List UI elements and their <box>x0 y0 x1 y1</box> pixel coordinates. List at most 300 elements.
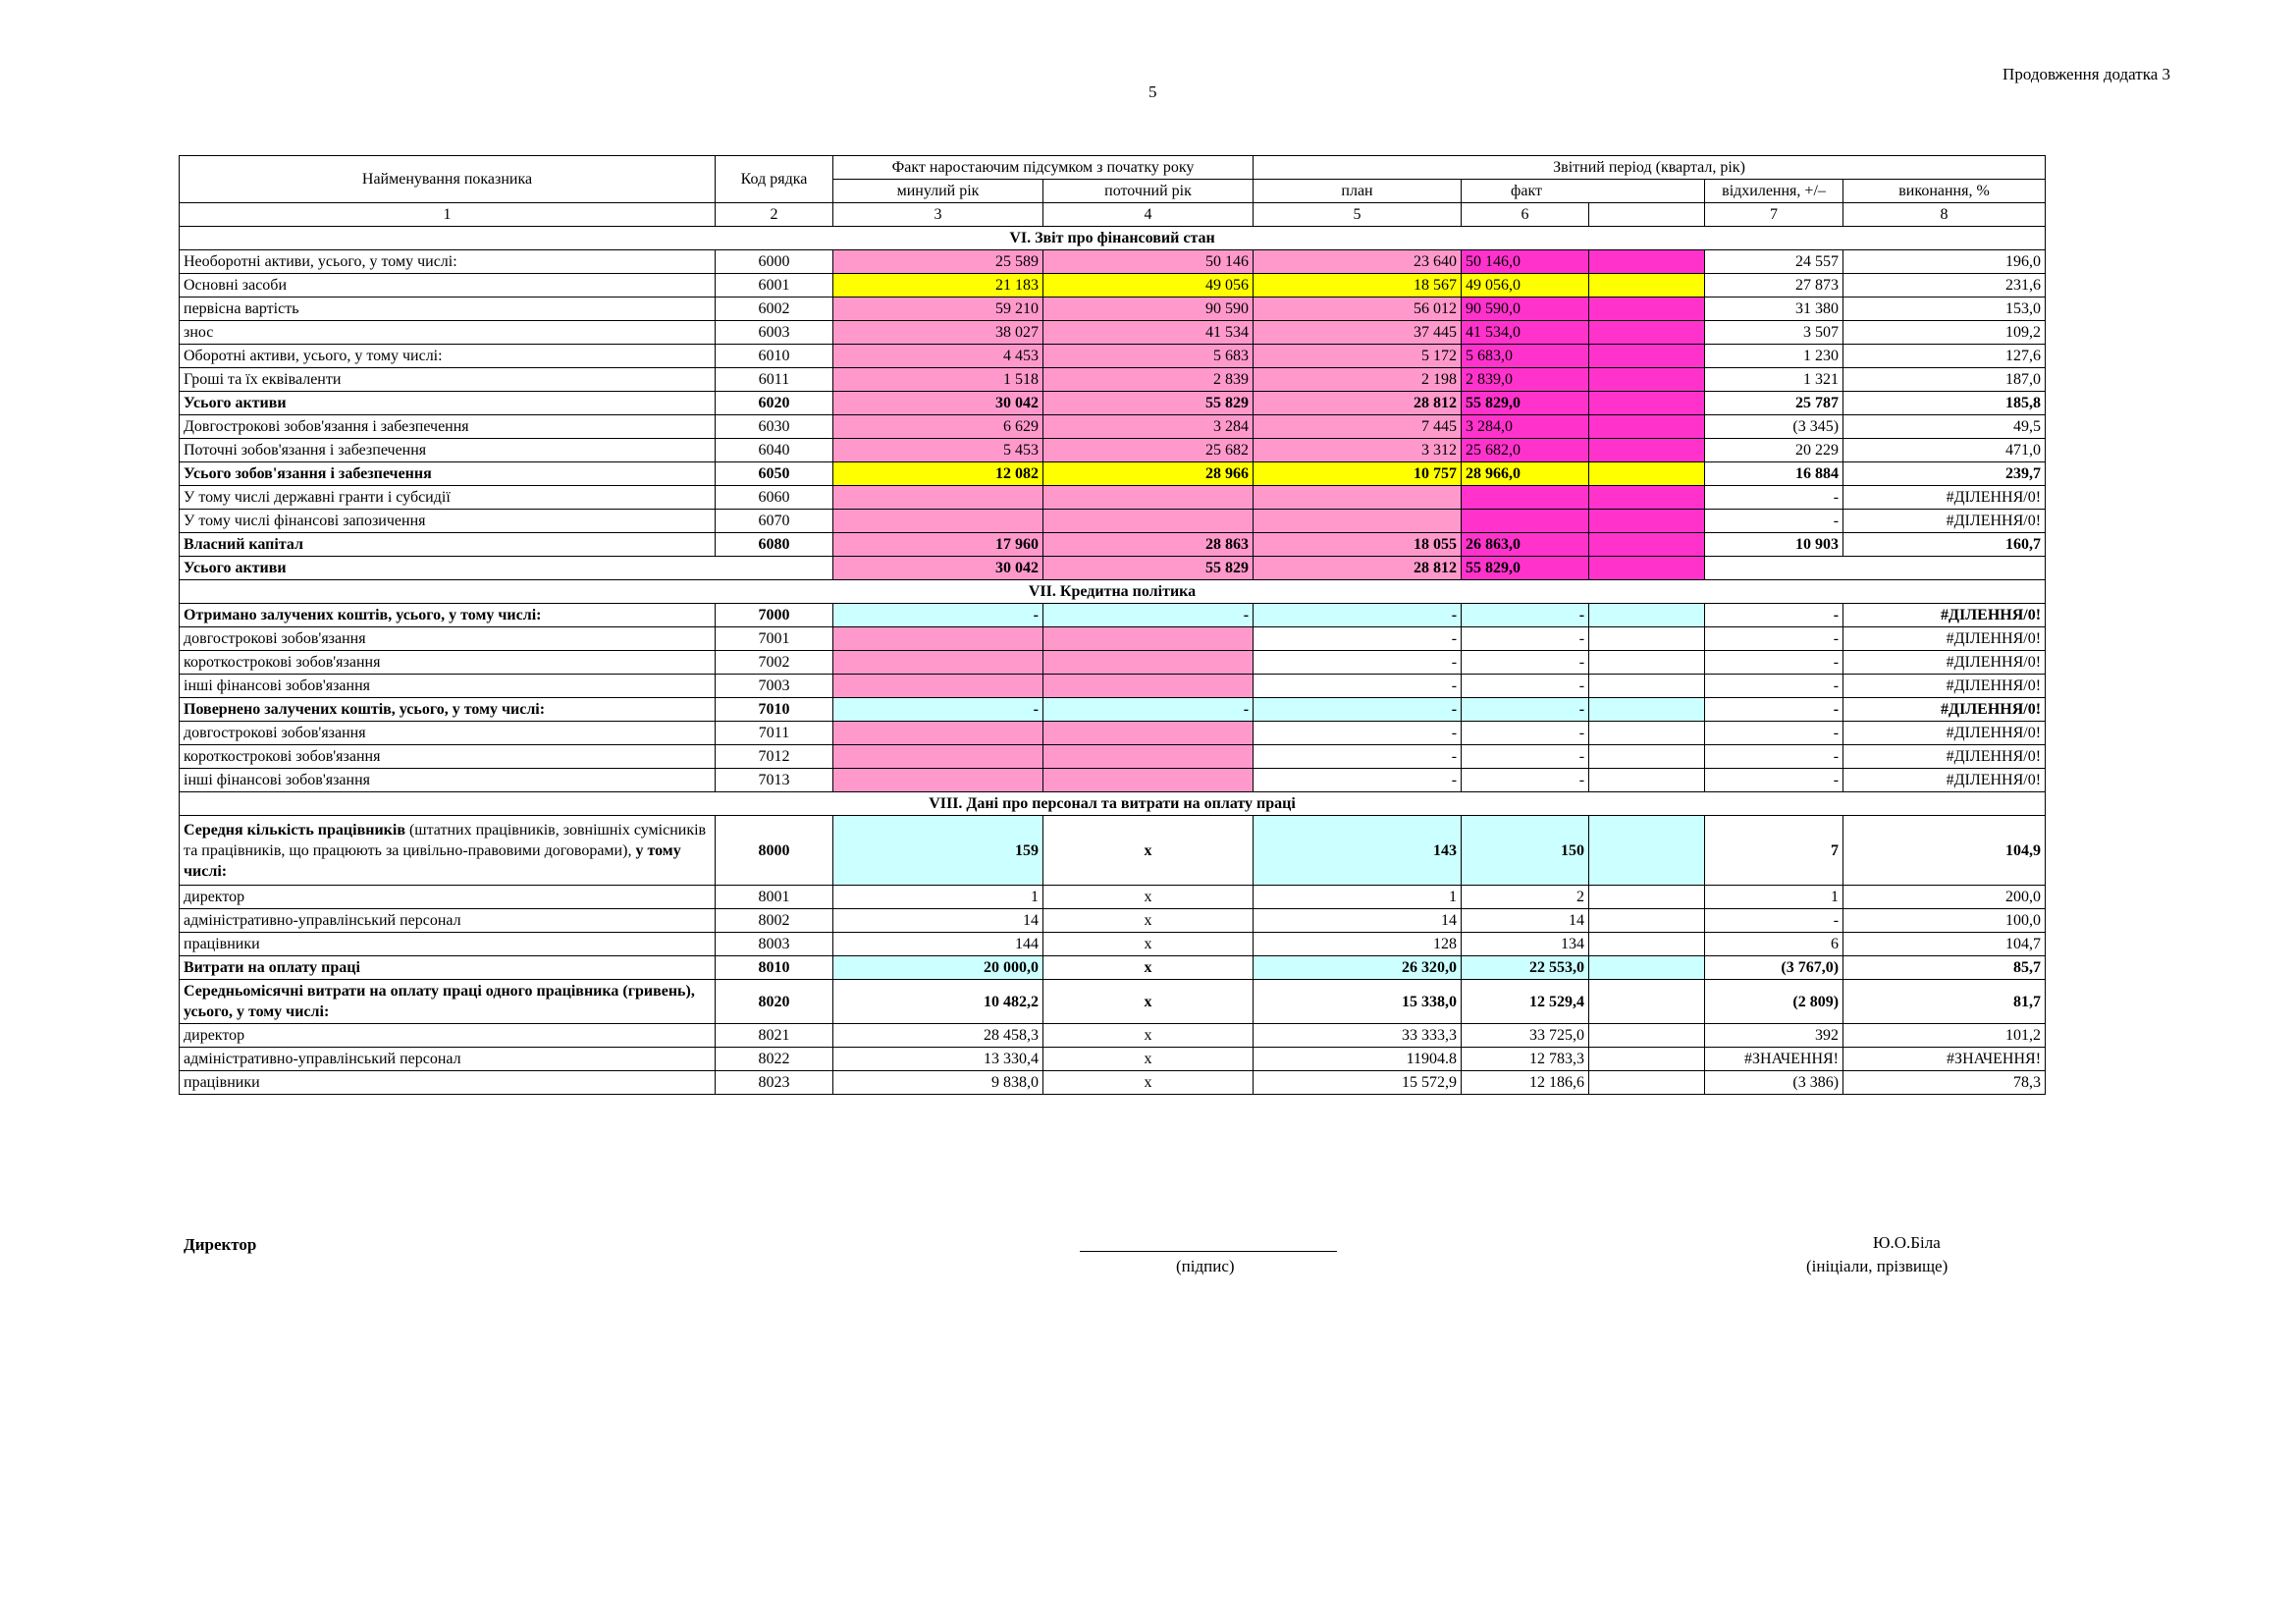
fact-aux-cell <box>1589 415 1705 439</box>
col-num: 6 <box>1462 203 1589 227</box>
deviation-value: - <box>1705 604 1843 627</box>
col-header-prev-year: минулий рік <box>833 180 1043 203</box>
row-label: Усього активи <box>180 557 716 580</box>
deviation-value: 7 <box>1705 816 1843 886</box>
fact-aux-cell <box>1589 745 1705 769</box>
deviation-value: - <box>1705 769 1843 792</box>
fact-aux-cell <box>1589 274 1705 298</box>
table-row <box>180 439 2046 462</box>
row-code: 6011 <box>716 368 833 392</box>
execution-value: 101,2 <box>1843 1024 2046 1048</box>
row-label: У тому числі фінансові запозичення <box>180 510 716 533</box>
col-header-name: Найменування показника <box>180 156 716 203</box>
table-row <box>180 250 2046 274</box>
deviation-value: 1 230 <box>1705 345 1843 368</box>
curr-year-value: x <box>1043 1071 1254 1095</box>
execution-value: #ДІЛЕННЯ/0! <box>1843 698 2046 722</box>
row-code: 6020 <box>716 392 833 415</box>
row-code: 8020 <box>716 980 833 1024</box>
deviation-value: (3 386) <box>1705 1071 1843 1095</box>
fact-value: 134 <box>1462 933 1589 956</box>
deviation-value: 1 321 <box>1705 368 1843 392</box>
fact-value: 5 683,0 <box>1462 345 1589 368</box>
fact-aux-cell <box>1589 698 1705 722</box>
row-code: 8002 <box>716 909 833 933</box>
row-code: 6030 <box>716 415 833 439</box>
signer-name: Ю.О.Біла <box>1873 1233 1941 1252</box>
table-row <box>180 886 2046 909</box>
curr-year-value: 25 682 <box>1043 439 1254 462</box>
deviation-value: (3 345) <box>1705 415 1843 439</box>
table-row <box>180 486 2046 510</box>
section-header <box>180 792 2046 816</box>
plan-value: 28 812 <box>1254 392 1462 415</box>
fact-value: - <box>1462 675 1589 698</box>
deviation-value: 16 884 <box>1705 462 1843 486</box>
prev-year-value <box>833 651 1043 675</box>
col-num: 1 <box>180 203 716 227</box>
deviation-value: - <box>1705 675 1843 698</box>
row-label: Оборотні активи, усього, у тому числі: <box>180 345 716 368</box>
row-code: 6060 <box>716 486 833 510</box>
curr-year-value: x <box>1043 980 1254 1024</box>
curr-year-value <box>1043 510 1254 533</box>
prev-year-value: 4 453 <box>833 345 1043 368</box>
section-header <box>180 227 2046 250</box>
plan-value: 37 445 <box>1254 321 1462 345</box>
prev-year-value: 12 082 <box>833 462 1043 486</box>
execution-value: 231,6 <box>1843 274 2046 298</box>
fact-value: 22 553,0 <box>1462 956 1589 980</box>
plan-value: - <box>1254 675 1462 698</box>
row-label-note: (штатних працівників, зовнішніх сумісників та працівників, що працюють за цивільно-правовими договорами), <box>184 821 707 859</box>
signer-position: Директор <box>184 1235 257 1254</box>
fact-value: 14 <box>1462 909 1589 933</box>
execution-value: 104,7 <box>1843 933 2046 956</box>
execution-value: 200,0 <box>1843 886 2046 909</box>
curr-year-value: x <box>1043 816 1254 886</box>
row-label: первісна вартість <box>180 298 716 321</box>
curr-year-value: x <box>1043 1048 1254 1071</box>
fact-value: - <box>1462 769 1589 792</box>
section-header <box>180 580 2046 604</box>
deviation-value: (3 767,0) <box>1705 956 1843 980</box>
execution-value: 85,7 <box>1843 956 2046 980</box>
row-code: 7013 <box>716 769 833 792</box>
fact-aux-cell <box>1589 345 1705 368</box>
execution-value: 153,0 <box>1843 298 2046 321</box>
execution-value: #ДІЛЕННЯ/0! <box>1843 604 2046 627</box>
prev-year-value: 159 <box>833 816 1043 886</box>
plan-value: 15 338,0 <box>1254 980 1462 1024</box>
row-code: 8023 <box>716 1071 833 1095</box>
table-row <box>180 769 2046 792</box>
fact-aux-cell <box>1589 368 1705 392</box>
prev-year-value: 13 330,4 <box>833 1048 1043 1071</box>
table-row <box>180 274 2046 298</box>
curr-year-value: 55 829 <box>1043 557 1254 580</box>
fact-aux-cell <box>1589 462 1705 486</box>
deviation-value: (2 809) <box>1705 980 1843 1024</box>
table-row <box>180 675 2046 698</box>
fact-aux-cell <box>1589 321 1705 345</box>
row-code: 7011 <box>716 722 833 745</box>
row-label: інші фінансові зобов'язання <box>180 769 716 792</box>
fact-aux-cell <box>1589 675 1705 698</box>
prev-year-value <box>833 510 1043 533</box>
section-title: VII. Кредитна політика <box>180 580 2046 604</box>
execution-value: 185,8 <box>1843 392 2046 415</box>
execution-value: #ДІЛЕННЯ/0! <box>1843 651 2046 675</box>
fact-value: - <box>1462 722 1589 745</box>
curr-year-value: x <box>1043 1024 1254 1048</box>
curr-year-value: x <box>1043 933 1254 956</box>
row-code: 6000 <box>716 250 833 274</box>
col-header-curr-year: поточний рік <box>1043 180 1254 203</box>
plan-value: 11904.8 <box>1254 1048 1462 1071</box>
row-code: 8000 <box>716 816 833 886</box>
prev-year-value: 10 482,2 <box>833 980 1043 1024</box>
col-num: 8 <box>1843 203 2046 227</box>
execution-value: #ДІЛЕННЯ/0! <box>1843 745 2046 769</box>
execution-value: 196,0 <box>1843 250 2046 274</box>
fact-value: 41 534,0 <box>1462 321 1589 345</box>
section-7-body <box>180 604 2046 792</box>
curr-year-value: x <box>1043 886 1254 909</box>
curr-year-value: 28 863 <box>1043 533 1254 557</box>
prev-year-value: 30 042 <box>833 392 1043 415</box>
col-header-plan: план <box>1254 180 1462 203</box>
col-num: 2 <box>716 203 833 227</box>
fact-value: 2 839,0 <box>1462 368 1589 392</box>
prev-year-value: 59 210 <box>833 298 1043 321</box>
curr-year-value: 5 683 <box>1043 345 1254 368</box>
row-code: 7003 <box>716 675 833 698</box>
execution-value: 78,3 <box>1843 1071 2046 1095</box>
page-number: 5 <box>1148 82 1157 101</box>
fact-value: 12 783,3 <box>1462 1048 1589 1071</box>
row-label: короткострокові зобов'язання <box>180 651 716 675</box>
prev-year-value: 144 <box>833 933 1043 956</box>
deviation-value: 10 903 <box>1705 533 1843 557</box>
curr-year-value: x <box>1043 956 1254 980</box>
row-label: директор <box>180 1024 716 1048</box>
plan-value: 18 055 <box>1254 533 1462 557</box>
column-number-row <box>180 203 2046 227</box>
prev-year-value: 38 027 <box>833 321 1043 345</box>
row-label: довгострокові зобов'язання <box>180 627 716 651</box>
fact-value: 2 <box>1462 886 1589 909</box>
plan-value: 128 <box>1254 933 1462 956</box>
prev-year-value: 25 589 <box>833 250 1043 274</box>
col-header-code: Код рядка <box>716 156 833 203</box>
fact-value: - <box>1462 698 1589 722</box>
plan-value: - <box>1254 698 1462 722</box>
table-row <box>180 745 2046 769</box>
curr-year-value: 49 056 <box>1043 274 1254 298</box>
execution-value: 239,7 <box>1843 462 2046 486</box>
deviation-value: - <box>1705 486 1843 510</box>
deviation-value: 6 <box>1705 933 1843 956</box>
prev-year-value: 1 <box>833 886 1043 909</box>
prev-year-value: 9 838,0 <box>833 1071 1043 1095</box>
fact-aux-cell <box>1589 956 1705 980</box>
col-num: 7 <box>1705 203 1843 227</box>
row-code: 6001 <box>716 274 833 298</box>
table-row <box>180 510 2046 533</box>
row-code: 7001 <box>716 627 833 651</box>
fact-value: 26 863,0 <box>1462 533 1589 557</box>
fact-aux-cell <box>1589 604 1705 627</box>
fact-aux-cell <box>1589 486 1705 510</box>
execution-value: #ДІЛЕННЯ/0! <box>1843 486 2046 510</box>
row-label <box>180 816 716 886</box>
row-label: Необоротні активи, усього, у тому числі: <box>180 250 716 274</box>
table-row <box>180 956 2046 980</box>
deviation-value: 1 <box>1705 886 1843 909</box>
fact-value: 3 284,0 <box>1462 415 1589 439</box>
row-label: знос <box>180 321 716 345</box>
row-code: 6010 <box>716 345 833 368</box>
prev-year-value: 28 458,3 <box>833 1024 1043 1048</box>
row-label: Власний капітал <box>180 533 716 557</box>
execution-value: 104,9 <box>1843 816 2046 886</box>
table-row <box>180 1048 2046 1071</box>
fact-value: 49 056,0 <box>1462 274 1589 298</box>
row-label-tail: у тому числі: <box>184 841 681 880</box>
fact-value: - <box>1462 651 1589 675</box>
curr-year-value: x <box>1043 909 1254 933</box>
plan-value: 33 333,3 <box>1254 1024 1462 1048</box>
execution-value: 49,5 <box>1843 415 2046 439</box>
plan-value: 56 012 <box>1254 298 1462 321</box>
table-row <box>180 1071 2046 1095</box>
plan-value: - <box>1254 745 1462 769</box>
curr-year-value <box>1043 627 1254 651</box>
curr-year-value: 50 146 <box>1043 250 1254 274</box>
table-row <box>180 627 2046 651</box>
table-row <box>180 698 2046 722</box>
prev-year-value <box>833 745 1043 769</box>
row-label: адміністративно-управлінський персонал <box>180 909 716 933</box>
row-code: 6050 <box>716 462 833 486</box>
row-label: Повернено залучених коштів, усього, у тому числі: <box>180 698 716 722</box>
plan-value: - <box>1254 627 1462 651</box>
col-header-cumulative: Факт наростаючим підсумком з початку року <box>833 156 1254 180</box>
table-row <box>180 1024 2046 1048</box>
plan-value: 10 757 <box>1254 462 1462 486</box>
fact-value: 12 186,6 <box>1462 1071 1589 1095</box>
fact-value <box>1462 486 1589 510</box>
prev-year-value: 21 183 <box>833 274 1043 298</box>
fact-aux-cell <box>1589 298 1705 321</box>
curr-year-value: - <box>1043 604 1254 627</box>
deviation-value: - <box>1705 651 1843 675</box>
plan-value <box>1254 510 1462 533</box>
execution-value: #ДІЛЕННЯ/0! <box>1843 769 2046 792</box>
plan-value: 26 320,0 <box>1254 956 1462 980</box>
table-row <box>180 392 2046 415</box>
row-label: Середньомісячні витрати на оплату праці одного працівника (гривень), усього, у тому числі: <box>180 980 716 1024</box>
row-code: 7000 <box>716 604 833 627</box>
curr-year-value <box>1043 769 1254 792</box>
row-label: Гроші та їх еквіваленти <box>180 368 716 392</box>
plan-value: 23 640 <box>1254 250 1462 274</box>
deviation-value: 24 557 <box>1705 250 1843 274</box>
fact-value: 55 829,0 <box>1462 557 1589 580</box>
fact-value: 50 146,0 <box>1462 250 1589 274</box>
table-row <box>180 651 2046 675</box>
execution-value: #ДІЛЕННЯ/0! <box>1843 675 2046 698</box>
appendix-note: Продовження додатка 3 <box>2002 65 2170 83</box>
fact-value: 12 529,4 <box>1462 980 1589 1024</box>
fact-aux-cell <box>1589 980 1705 1024</box>
row-code <box>716 557 833 580</box>
prev-year-value: 14 <box>833 909 1043 933</box>
prev-year-value: - <box>833 604 1043 627</box>
deviation-value: - <box>1705 722 1843 745</box>
deviation-value: 25 787 <box>1705 392 1843 415</box>
execution-value: #ЗНАЧЕННЯ! <box>1843 1048 2046 1071</box>
curr-year-value <box>1043 486 1254 510</box>
plan-value: 3 312 <box>1254 439 1462 462</box>
table-row <box>180 816 2046 886</box>
execution-value: 109,2 <box>1843 321 2046 345</box>
row-label: Довгострокові зобов'язання і забезпечення <box>180 415 716 439</box>
fact-aux-cell <box>1589 250 1705 274</box>
fact-value: 55 829,0 <box>1462 392 1589 415</box>
table-row <box>180 345 2046 368</box>
plan-value: 7 445 <box>1254 415 1462 439</box>
row-label: Витрати на оплату праці <box>180 956 716 980</box>
table-row <box>180 298 2046 321</box>
prev-year-value: 30 042 <box>833 557 1043 580</box>
col-header-period: Звітний період (квартал, рік) <box>1254 156 2046 180</box>
fact-value: 28 966,0 <box>1462 462 1589 486</box>
execution-value <box>1843 557 2046 580</box>
row-code: 6003 <box>716 321 833 345</box>
prev-year-value: - <box>833 698 1043 722</box>
deviation-value: 31 380 <box>1705 298 1843 321</box>
row-label: директор <box>180 886 716 909</box>
signer-name-caption: (ініціали, прізвище) <box>1806 1257 1949 1275</box>
execution-value: 100,0 <box>1843 909 2046 933</box>
table-row <box>180 368 2046 392</box>
fact-aux-cell <box>1589 510 1705 533</box>
execution-value: #ДІЛЕННЯ/0! <box>1843 722 2046 745</box>
col-header-fact: факт <box>1462 180 1705 203</box>
curr-year-value <box>1043 745 1254 769</box>
row-label: Усього активи <box>180 392 716 415</box>
fact-aux-cell <box>1589 392 1705 415</box>
plan-value: - <box>1254 722 1462 745</box>
row-code: 7010 <box>716 698 833 722</box>
deviation-value: 3 507 <box>1705 321 1843 345</box>
deviation-value <box>1705 557 1843 580</box>
col-header-execution: виконання, % <box>1843 180 2046 203</box>
plan-value: 18 567 <box>1254 274 1462 298</box>
fact-value: - <box>1462 745 1589 769</box>
header-row-1 <box>180 156 2046 180</box>
execution-value: 160,7 <box>1843 533 2046 557</box>
deviation-value: #ЗНАЧЕННЯ! <box>1705 1048 1843 1071</box>
curr-year-value: - <box>1043 698 1254 722</box>
deviation-value: 20 229 <box>1705 439 1843 462</box>
row-code: 7012 <box>716 745 833 769</box>
fact-aux-cell <box>1589 557 1705 580</box>
prev-year-value: 5 453 <box>833 439 1043 462</box>
fact-value <box>1462 510 1589 533</box>
fact-aux-cell <box>1589 439 1705 462</box>
section-8-body <box>180 816 2046 1095</box>
fact-aux-cell <box>1589 933 1705 956</box>
prev-year-value <box>833 769 1043 792</box>
curr-year-value: 3 284 <box>1043 415 1254 439</box>
col-num: 3 <box>833 203 1043 227</box>
execution-value: 81,7 <box>1843 980 2046 1024</box>
row-code: 8022 <box>716 1048 833 1071</box>
fact-aux-cell <box>1589 816 1705 886</box>
fact-value: - <box>1462 627 1589 651</box>
col-num <box>1589 203 1705 227</box>
table-row <box>180 909 2046 933</box>
deviation-value: - <box>1705 627 1843 651</box>
fact-value: 150 <box>1462 816 1589 886</box>
curr-year-value: 41 534 <box>1043 321 1254 345</box>
curr-year-value <box>1043 675 1254 698</box>
fact-aux-cell <box>1589 627 1705 651</box>
prev-year-value: 17 960 <box>833 533 1043 557</box>
row-code: 8003 <box>716 933 833 956</box>
prev-year-value: 20 000,0 <box>833 956 1043 980</box>
signature-caption: (підпис) <box>1176 1257 1235 1275</box>
prev-year-value <box>833 486 1043 510</box>
deviation-value: 392 <box>1705 1024 1843 1048</box>
fact-value: - <box>1462 604 1589 627</box>
financial-report-table <box>179 155 2046 1095</box>
curr-year-value: 28 966 <box>1043 462 1254 486</box>
row-label: короткострокові зобов'язання <box>180 745 716 769</box>
row-code: 6040 <box>716 439 833 462</box>
fact-aux-cell <box>1589 1024 1705 1048</box>
row-code: 6002 <box>716 298 833 321</box>
deviation-value: - <box>1705 745 1843 769</box>
deviation-value: - <box>1705 909 1843 933</box>
row-label: Усього зобов'язання і забезпечення <box>180 462 716 486</box>
col-num: 4 <box>1043 203 1254 227</box>
row-code: 6080 <box>716 533 833 557</box>
row-label: Основні засоби <box>180 274 716 298</box>
deviation-value: - <box>1705 698 1843 722</box>
plan-value: 2 198 <box>1254 368 1462 392</box>
table-row <box>180 722 2046 745</box>
row-label: працівники <box>180 933 716 956</box>
fact-aux-cell <box>1589 722 1705 745</box>
prev-year-value: 1 518 <box>833 368 1043 392</box>
plan-value <box>1254 486 1462 510</box>
curr-year-value: 55 829 <box>1043 392 1254 415</box>
plan-value: 143 <box>1254 816 1462 886</box>
fact-aux-cell <box>1589 1071 1705 1095</box>
prev-year-value <box>833 722 1043 745</box>
table-row <box>180 933 2046 956</box>
row-label-bold: Середня кількість працівників <box>184 821 405 839</box>
fact-value: 33 725,0 <box>1462 1024 1589 1048</box>
curr-year-value: 90 590 <box>1043 298 1254 321</box>
section-title: VI. Звіт про фінансовий стан <box>180 227 2046 250</box>
execution-value: #ДІЛЕННЯ/0! <box>1843 510 2046 533</box>
execution-value: #ДІЛЕННЯ/0! <box>1843 627 2046 651</box>
